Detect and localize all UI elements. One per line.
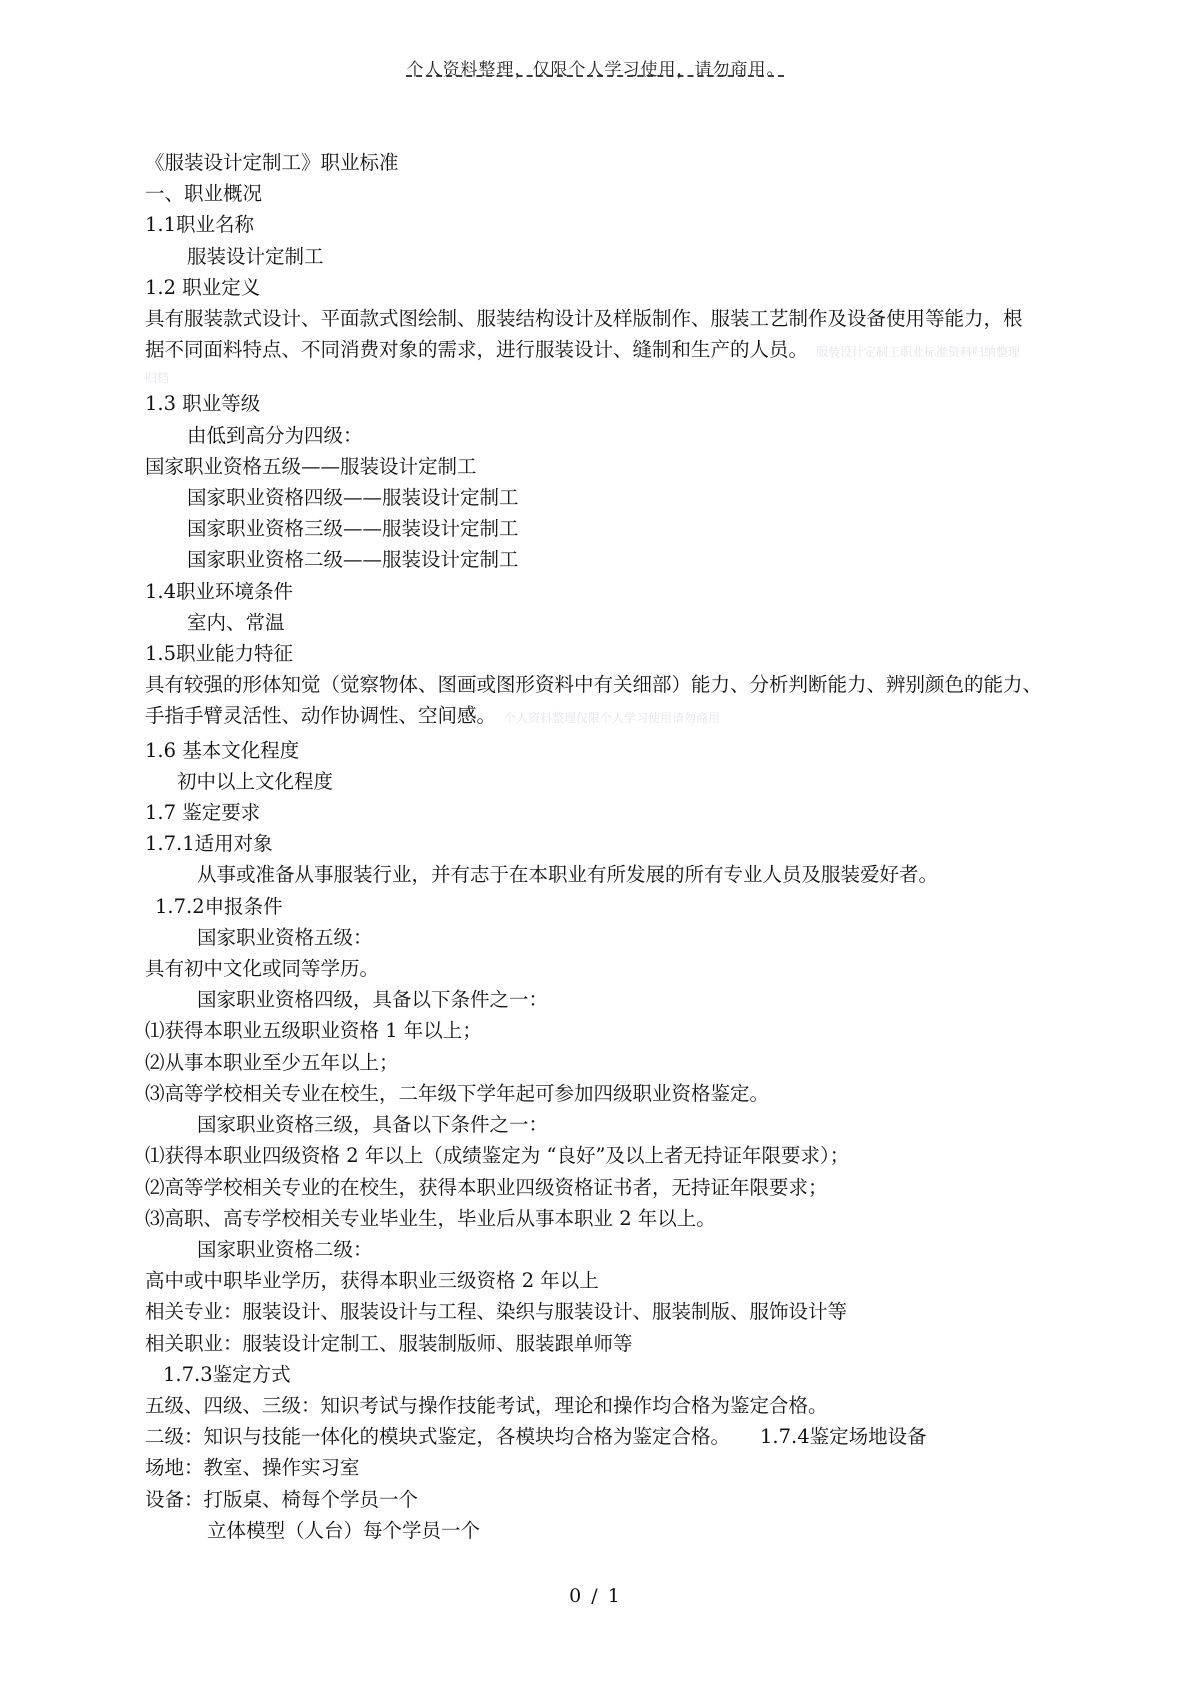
faint-note: 服装设计定制工职业标准资料归纳整理 <box>816 345 1021 360</box>
list-item: ⑶高职、高专学校相关专业毕业生，毕业后从事本职业 2 年以上。 <box>145 1206 716 1230</box>
paragraph-line-with-note <box>145 700 1105 734</box>
paragraph-line: 国家职业资格二级： <box>197 1237 373 1261</box>
paragraph-line: 高中或中职毕业学历，获得本职业三级资格 2 年以上 <box>145 1269 599 1293</box>
list-item: ⑵高等学校相关专业的在校生，获得本职业四级资格证书者，无持证年限要求； <box>145 1175 828 1199</box>
paragraph-text: 二级：知识与技能一体化的模块式鉴定，各模块均合格为鉴定合格。 <box>145 1425 731 1449</box>
list-item: 国家职业资格四级——服装设计定制工 <box>187 486 519 510</box>
paragraph-line: 具有初中文化或同等学历。 <box>145 957 380 981</box>
section-heading: 一、职业概况 <box>145 182 263 206</box>
subsection-heading: 1.7.3鉴定方式 <box>163 1362 291 1386</box>
paragraph-text: 手指手臂灵活性、动作协调性、空间感。 <box>145 704 497 728</box>
paragraph-line: 场地：教室、操作实习室 <box>145 1456 360 1480</box>
paragraph-line: 具有服装款式设计、平面款式图绘制、服装结构设计及样版制作、服装工艺制作及设备使用等能力，根 <box>145 307 1023 331</box>
subsection-heading: 1.4职业环境条件 <box>145 579 294 603</box>
header-note-text: 个人资料整理，仅限个人学习使用，请勿商用。 <box>406 60 785 80</box>
paragraph-line: 国家职业资格四级，具备以下条件之一： <box>197 988 549 1012</box>
subsection-heading: 1.3 职业等级 <box>145 392 261 416</box>
paragraph-line: 立体模型（人台）每个学员一个 <box>207 1518 481 1542</box>
paragraph-line: 由低到高分为四级： <box>187 423 363 447</box>
subsection-heading: 1.6 基本文化程度 <box>145 738 300 762</box>
list-item: ⑵从事本职业至少五年以上； <box>145 1050 399 1074</box>
paragraph-line: 室内、常温 <box>187 610 285 634</box>
subsection-heading: 1.7.4鉴定场地设备 <box>760 1425 927 1449</box>
paragraph-line: 相关专业：服装设计、服装设计与工程、染织与服装设计、服装制版、服饰设计等 <box>145 1300 848 1324</box>
paragraph-line: 国家职业资格五级： <box>197 925 373 949</box>
faint-note: 个人资料整理仅限个人学习使用请勿商用 <box>504 711 721 726</box>
list-item: 国家职业资格二级——服装设计定制工 <box>187 548 519 572</box>
list-item: 国家职业资格三级——服装设计定制工 <box>187 517 519 541</box>
list-item: ⑶高等学校相关专业在校生，二年级下学年起可参加四级职业资格鉴定。 <box>145 1081 770 1105</box>
list-item: 国家职业资格五级——服装设计定制工 <box>145 454 477 478</box>
paragraph-line: 相关职业：服装设计定制工、服装制版师、服装跟单师等 <box>145 1331 633 1355</box>
subsection-heading: 1.7.2申报条件 <box>155 894 283 918</box>
paragraph-line: 服装设计定制工 <box>187 244 324 268</box>
paragraph-text: 据不同面料特点、不同消费对象的需求，进行服装设计、缝制和生产的人员。 <box>145 338 809 362</box>
subsection-heading: 1.5职业能力特征 <box>145 642 294 666</box>
subsection-heading: 1.7.1适用对象 <box>145 832 273 856</box>
page-number: 0 / 1 <box>569 1585 622 1607</box>
paragraph-line: 五级、四级、三级：知识考试与操作技能考试，理论和操作均合格为鉴定合格。 <box>145 1393 828 1417</box>
list-item: ⑴获得本职业五级职业资格 1 年以上； <box>145 1019 482 1043</box>
paragraph-line: 初中以上文化程度 <box>177 769 334 793</box>
paragraph-line: 从事或准备从事服装行业，并有志于在本职业有所发展的所有专业人员及服装爱好者。 <box>197 863 939 887</box>
page-header-note <box>0 55 1191 80</box>
paragraph-line: 具有较强的形体知觉（觉察物体、图画或图形资料中有关细部）能力、分析判断能力、辨别颜色的能力、 <box>145 673 1043 697</box>
document-title: 《服装设计定制工》职业标准 <box>145 151 399 174</box>
faint-note-line: 归档 <box>145 371 170 386</box>
document-body <box>145 147 1105 1546</box>
paragraph-line-with-note <box>145 334 1105 368</box>
subsection-heading: 1.2 职业定义 <box>145 275 261 299</box>
subsection-heading: 1.7 鉴定要求 <box>145 801 261 825</box>
paragraph-line: 国家职业资格三级，具备以下条件之一： <box>197 1113 549 1137</box>
subsection-heading: 1.1职业名称 <box>145 213 255 237</box>
paragraph-line: 设备：打版桌、椅每个学员一个 <box>145 1487 419 1511</box>
paragraph-line-with-heading <box>145 1421 1105 1452</box>
list-item: ⑴获得本职业四级资格 2 年以上（成绩鉴定为 “良好”及以上者无持证年限要求）； <box>145 1144 850 1168</box>
